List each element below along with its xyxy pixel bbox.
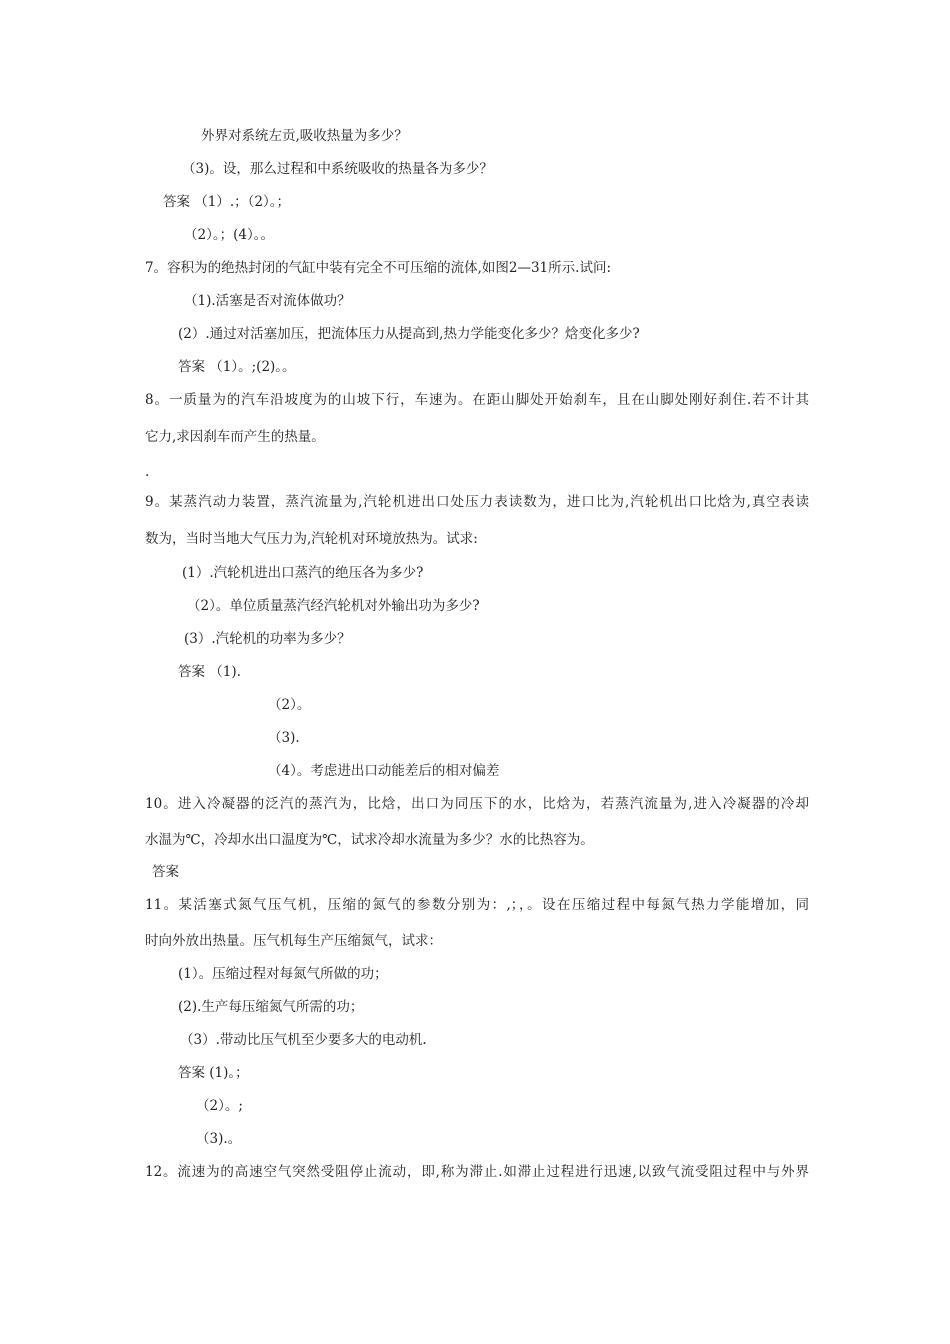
question-9-line-1: 9。某蒸汽动力装置，蒸汽流量为,汽轮机进出口处压力表读数为，进口比为,汽轮机出口比焓为,真空表读 [145, 494, 809, 510]
question-9-line-2: 数为，当时当地大气压力为,汽轮机对环境放热为。试求: [145, 531, 478, 547]
question-8-line-2: 它力,求因刹车而产生的热量。 [145, 429, 325, 445]
question-10-line-2: 水温为℃，冷却水出口温度为℃，试求冷却水流量为多少？水的比热容为。 [145, 832, 594, 848]
q11-answer-2: （2）。; [196, 1098, 243, 1114]
answer-line-1: 答案 （1）.；（2）。； [163, 194, 291, 210]
q9-sub-2: （2）。单位质量蒸汽经汽轮机对外输出功为多少? [187, 598, 480, 614]
text-line-2: （3)。设，那么过程和中系统吸收的热量各为多少？ [182, 161, 493, 177]
q9-answer-1: 答案 （1). [178, 664, 241, 680]
answer-line-2: （2）。；(4）。。 [184, 227, 274, 243]
text-line-1: 外界对系统左贡,吸收热量为多少？ [201, 128, 408, 144]
q9-sub-1: (1）.汽轮机进出口蒸汽的绝压各为多少? [182, 565, 424, 581]
q7-sub-1: （1).活塞是否对流体做功？ [184, 293, 351, 309]
q9-sub-3: (3）.汽轮机的功率为多少？ [184, 631, 351, 647]
q9-answer-3: （3). [268, 730, 300, 746]
q11-sub-1: (1）。压缩过程对每氮气所做的功； [178, 966, 388, 982]
q11-sub-3: （3）.带动比压气机至少要多大的电动机. [180, 1032, 427, 1048]
question-10-line-1: 10。进入冷凝器的泛汽的蒸汽为，比焓，出口为同压下的水，比焓为，若蒸汽流量为,进入冷凝器的冷却 [145, 796, 809, 812]
q11-answer-1: 答案 (1)。； [178, 1065, 249, 1081]
question-7: 7。容积为的绝热封闭的气缸中装有完全不可压缩的流体,如图2—31所示.试问: [145, 260, 611, 276]
q10-answer: 答案 [152, 864, 179, 880]
q7-answer: 答案 （1）。;(2)。。 [178, 359, 296, 375]
question-11-line-2: 时向外放出热量。压气机每生产压缩氮气，试求： [145, 933, 442, 949]
q9-answer-2: （2）。 [268, 697, 311, 713]
question-12-line-1: 12。流速为的高速空气突然受阻停止流动，即,称为滞止.如滞止过程进行迅速,以致气流受阻过程中与外界 [145, 1164, 809, 1180]
question-8-line-1: 8。一质量为的汽车沿坡度为的山坡下行，车速为。在距山脚处开始刹车，且在山脚处刚好刹住.若不计其 [145, 392, 809, 408]
q7-sub-2: (2）.通过对活塞加压，把流体压力从提高到,热力学能变化多少？焓变化多少? [178, 326, 640, 342]
q9-answer-4: （4）。考虑进出口动能差后的相对偏差 [268, 763, 500, 779]
stray-dot: . [145, 464, 150, 480]
q11-answer-3: （3).。 [196, 1131, 242, 1147]
question-11-line-1: 11。某活塞式氮气压气机，压缩的氮气的参数分别为：,；，。设在压缩过程中每氮气热力学能增加，同 [145, 897, 809, 913]
q11-sub-2: (2).生产每压缩氮气所需的功； [178, 999, 364, 1015]
